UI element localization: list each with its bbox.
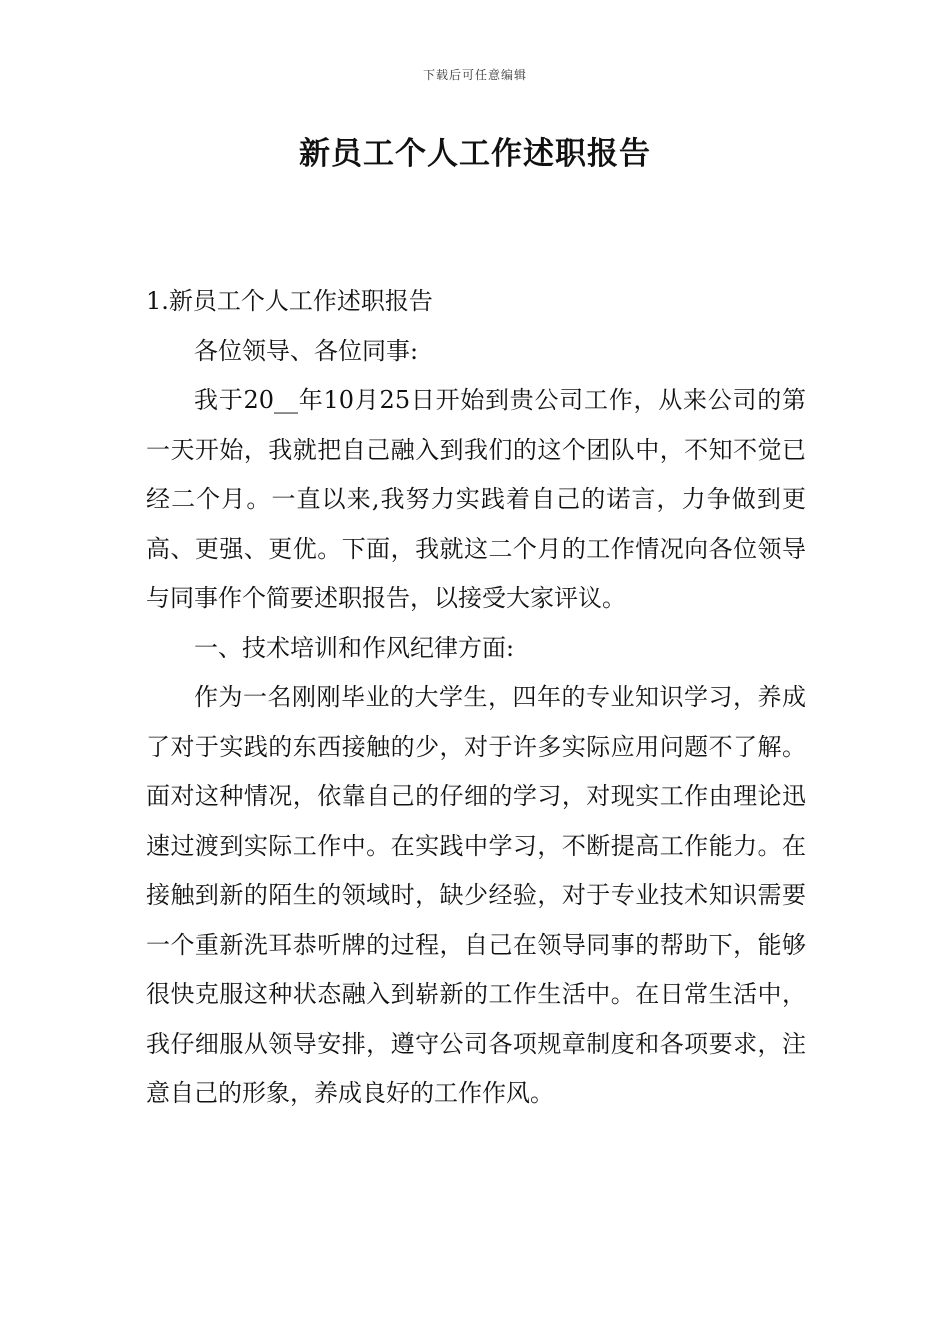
salutation: 各位领导、各位同事:	[194, 336, 419, 365]
document-title: 新员工个人工作述职报告	[299, 136, 651, 172]
header-note: 下载后可任意编辑	[422, 68, 527, 82]
document-body	[146, 277, 806, 1119]
body-paragraph: 作为一名刚刚毕业的大学生，四年的专业知识学习，养成了对于实践的东西接触的少，对于许多实际应用问题不了解。面对这种情况，依靠自己的仔细的学习，对现实工作由理论迅速过渡到实际工作中。在实践中学习，不断提高工作能力。在接触到新的陌生的领域时，缺少经验，对于专业技术知识需要一个重新洗耳恭听牌的过程，自己在领导同事的帮助下，能够很快克服这种状态融入到崭新的工作生活中。在日常生活中，我仔细服从领导安排，遵守公司各项规章制度和各项要求，注意自己的形象，养成良好的工作作风。	[146, 683, 806, 1107]
subsection-heading: 一、技术培训和作风纪律方面:	[194, 633, 515, 662]
section-heading: 1.新员工个人工作述职报告	[146, 287, 433, 315]
intro-paragraph: 我于20__年10月25日开始到贵公司工作，从来公司的第一天开始，我就把自己融入到我们的这个团队中，不知不觉已经二个月。一直以来,我努力实践着自己的诺言，力争做到更高、更强、更优。下面，我就这二个月的工作情况向各位领导与同事作个简要述职报告，以接受大家评议。	[146, 386, 806, 612]
